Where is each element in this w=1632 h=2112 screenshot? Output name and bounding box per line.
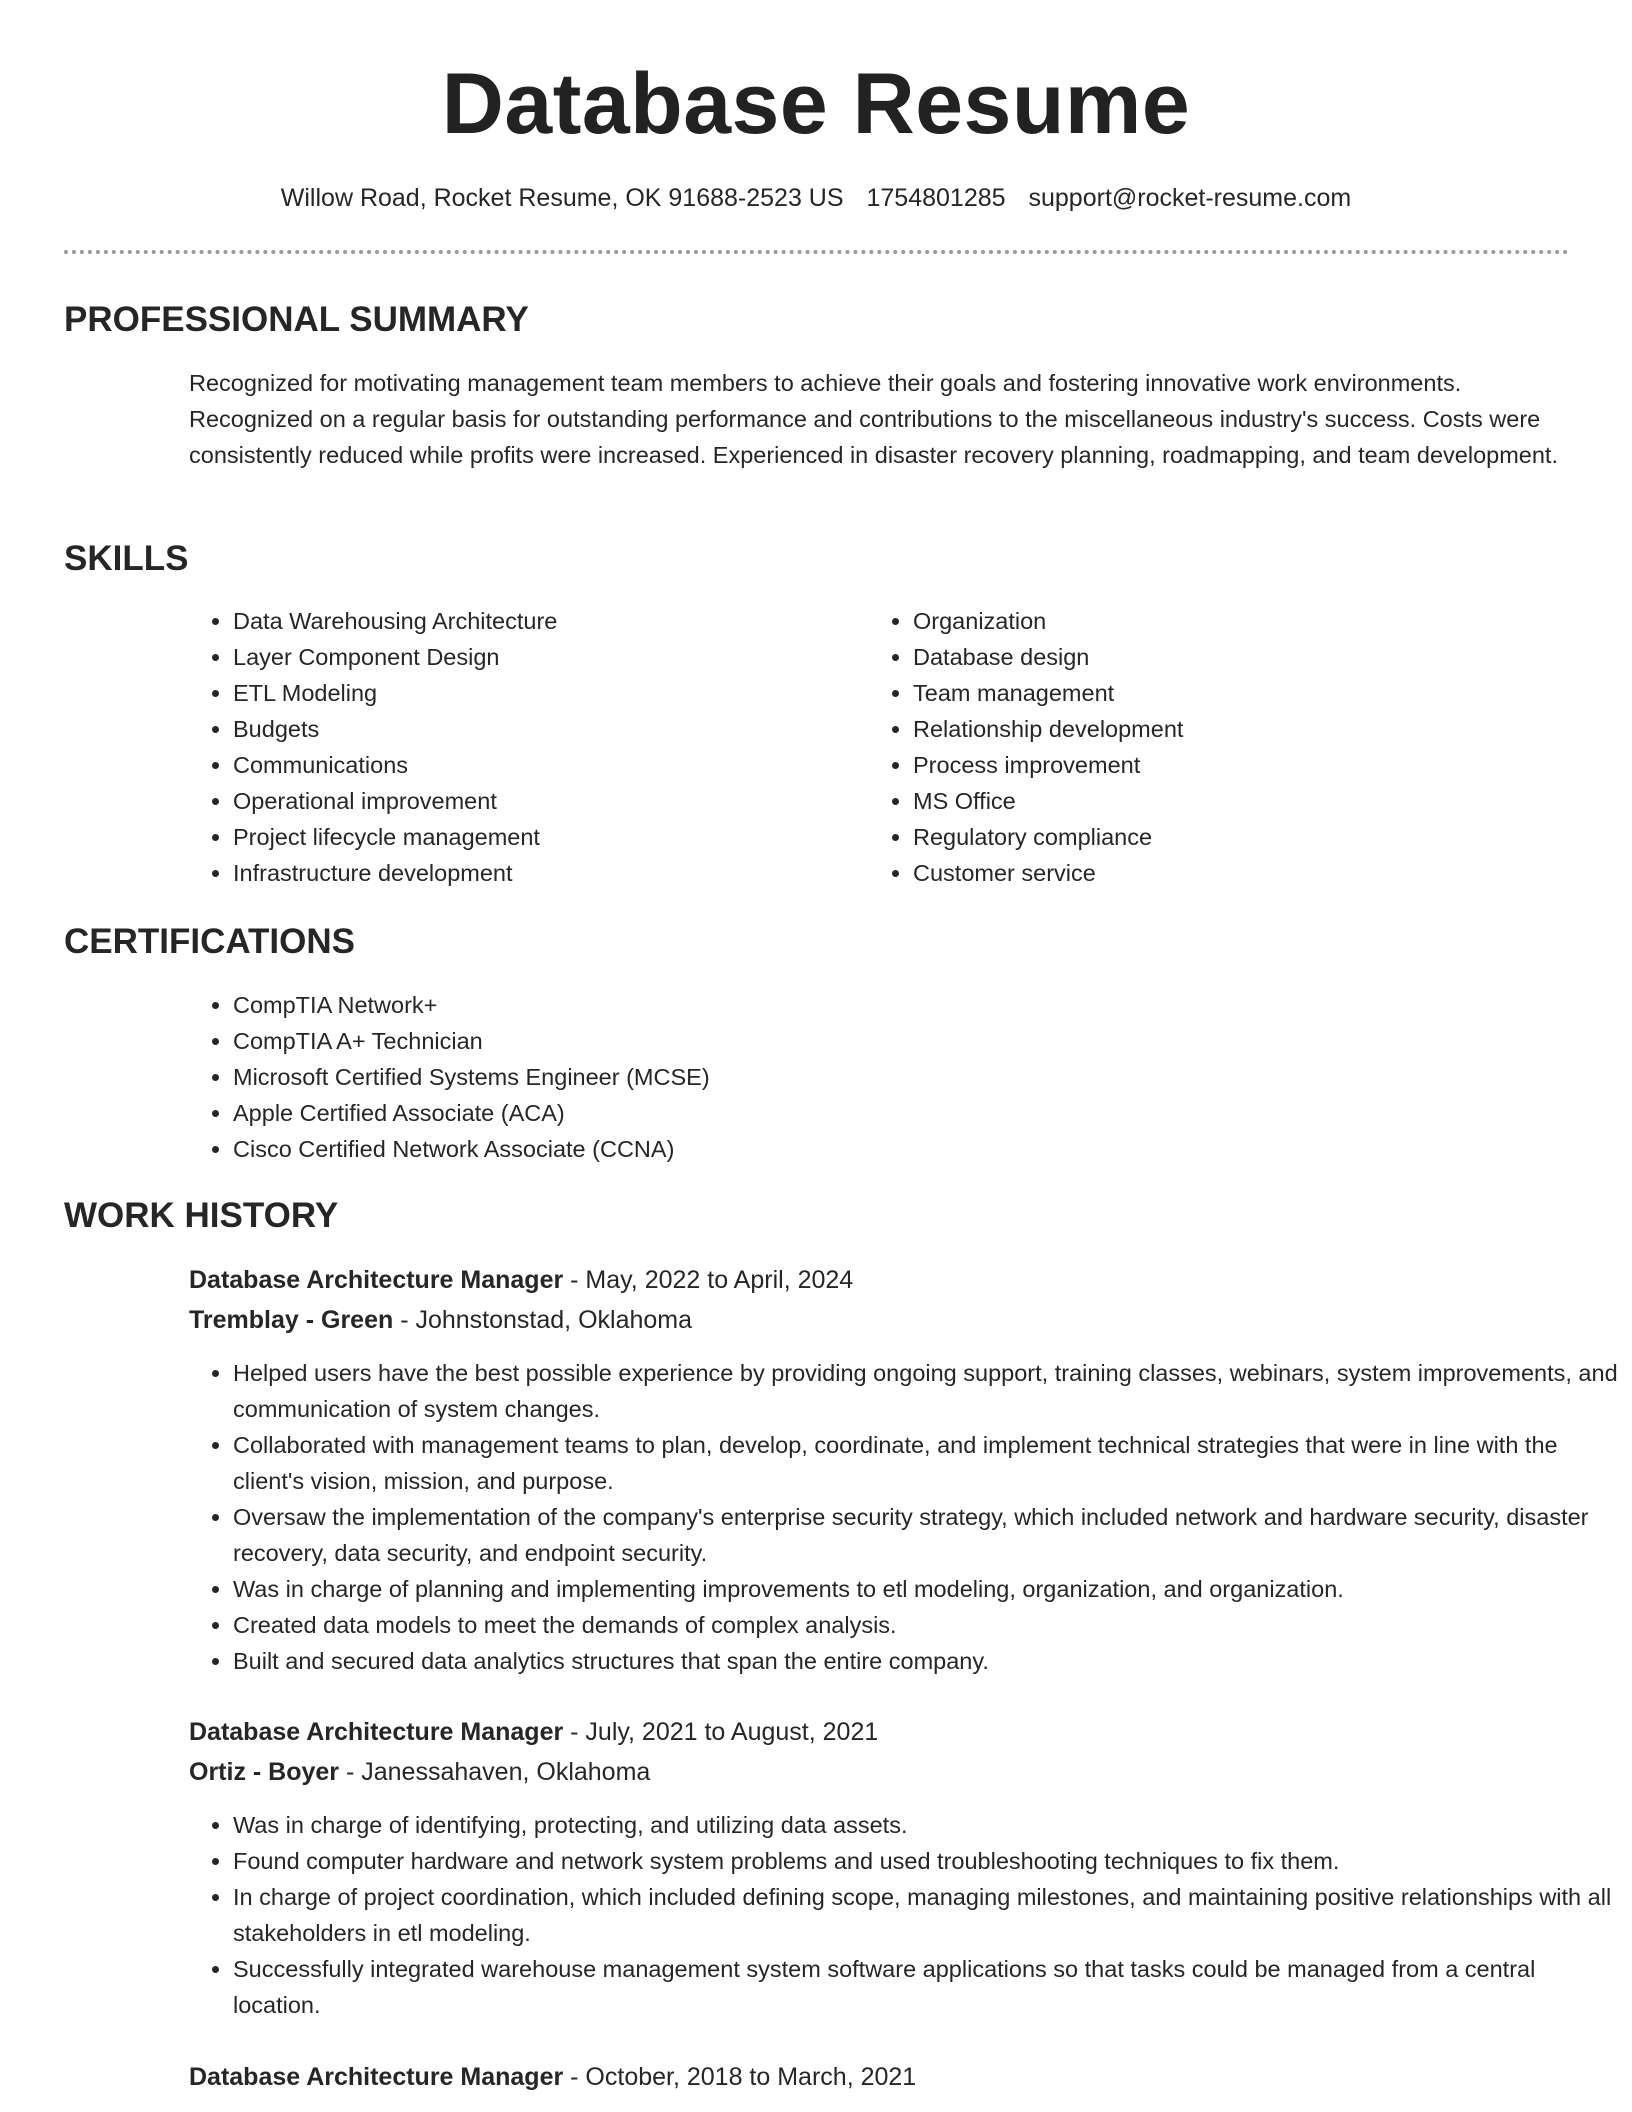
- list-item: • Was in charge of identifying, protecting, and utilizing data assets.: [233, 1807, 1618, 1843]
- header-divider: [64, 250, 1569, 254]
- address: Willow Road, Rocket Resume, OK 91688-2523 US: [280, 184, 844, 212]
- job-company: Ortiz - Boyer: [189, 1758, 340, 1786]
- list-item: • Project lifecycle management: [233, 819, 853, 855]
- job-title-line: [189, 1260, 1574, 1300]
- list-item: • Budgets: [233, 711, 853, 747]
- phone: 1754801285: [866, 184, 1006, 212]
- job-location: - Janessahaven, Oklahoma: [339, 1758, 651, 1786]
- list-item: • Relationship development: [913, 711, 1553, 747]
- skills-list-left: [189, 603, 853, 891]
- section-title-work-history: WORK HISTORY: [64, 1196, 339, 1235]
- job-company: Tremblay - Green: [189, 1306, 394, 1334]
- list-item: • MS Office: [913, 783, 1553, 819]
- job-company-line: [189, 1752, 1574, 1792]
- job-bullets: [189, 1807, 1618, 2023]
- list-item: • CompTIA Network+: [233, 987, 1613, 1023]
- section-title-summary: PROFESSIONAL SUMMARY: [64, 300, 529, 339]
- resume-title: Database Resume: [441, 56, 1191, 152]
- skills-list-right: [869, 603, 1553, 891]
- job-dates: - May, 2022 to April, 2024: [563, 1266, 854, 1294]
- list-item: • Layer Component Design: [233, 639, 853, 675]
- email-link[interactable]: support@rocket-resume.com: [1028, 184, 1352, 212]
- list-item: • Team management: [913, 675, 1553, 711]
- list-item: • Customer service: [913, 855, 1553, 891]
- list-item: • Helped users have the best possible experience by providing ongoing support, training classes, webinars, system improvements, and communication of system changes.: [233, 1355, 1618, 1427]
- section-title-certifications: CERTIFICATIONS: [64, 922, 356, 961]
- list-item: • Process improvement: [913, 747, 1553, 783]
- summary-text: Recognized for motivating management team members to achieve their goals and fostering innovative work environments. Recognized on a regular basis for outstanding performance and contributions to the miscellaneous industry's success. Costs were consistently reduced while profits were increased. Experienced in disaster recovery planning, roadmapping, and team development.: [189, 370, 1558, 468]
- list-item: • CompTIA A+ Technician: [233, 1023, 1613, 1059]
- job-title-line: [189, 1712, 1574, 1752]
- list-item: • Apple Certified Associate (ACA): [233, 1095, 1613, 1131]
- list-item: • Collaborated with management teams to plan, develop, coordinate, and implement technical strategies that were in line with the client's vision, mission, and purpose.: [233, 1427, 1618, 1499]
- list-item: • Operational improvement: [233, 783, 853, 819]
- list-item: • Database design: [913, 639, 1553, 675]
- list-item: • Data Warehousing Architecture: [233, 603, 853, 639]
- job-role: Database Architecture Manager: [189, 1718, 564, 1746]
- list-item: • Oversaw the implementation of the company's enterprise security strategy, which included network and hardware security, disaster recovery, data security, and endpoint security.: [233, 1499, 1618, 1571]
- list-item: • Created data models to meet the demands of complex analysis.: [233, 1607, 1618, 1643]
- list-item: • In charge of project coordination, which included defining scope, managing milestones, and maintaining positive relationships with all stakeholders in etl modeling.: [233, 1879, 1618, 1951]
- contact-line: [0, 180, 1632, 216]
- list-item: • ETL Modeling: [233, 675, 853, 711]
- list-item: • Was in charge of planning and implementing improvements to etl modeling, organization, and organization.: [233, 1571, 1618, 1607]
- job-role: Database Architecture Manager: [189, 2063, 564, 2091]
- job-title-line: [189, 2057, 1574, 2097]
- list-item: • Found computer hardware and network system problems and used troubleshooting techniques to fix them.: [233, 1843, 1618, 1879]
- job-bullets: [189, 1355, 1618, 1679]
- list-item: • Infrastructure development: [233, 855, 853, 891]
- section-title-skills: SKILLS: [64, 539, 189, 578]
- job-dates: - October, 2018 to March, 2021: [563, 2063, 917, 2091]
- job-dates: - July, 2021 to August, 2021: [563, 1718, 879, 1746]
- job-location: - Johnstonstad, Oklahoma: [393, 1306, 693, 1334]
- list-item: • Cisco Certified Network Associate (CCNA): [233, 1131, 1613, 1167]
- list-item: • Communications: [233, 747, 853, 783]
- certifications-list: [189, 987, 1613, 1167]
- list-item: • Built and secured data analytics structures that span the entire company.: [233, 1643, 1618, 1679]
- list-item: • Organization: [913, 603, 1553, 639]
- job-role: Database Architecture Manager: [189, 1266, 564, 1294]
- list-item: • Regulatory compliance: [913, 819, 1553, 855]
- list-item: • Successfully integrated warehouse management system software applications so that tasks could be managed from a central location.: [233, 1951, 1618, 2023]
- list-item: • Microsoft Certified Systems Engineer (MCSE): [233, 1059, 1613, 1095]
- job-company-line: [189, 1300, 1574, 1340]
